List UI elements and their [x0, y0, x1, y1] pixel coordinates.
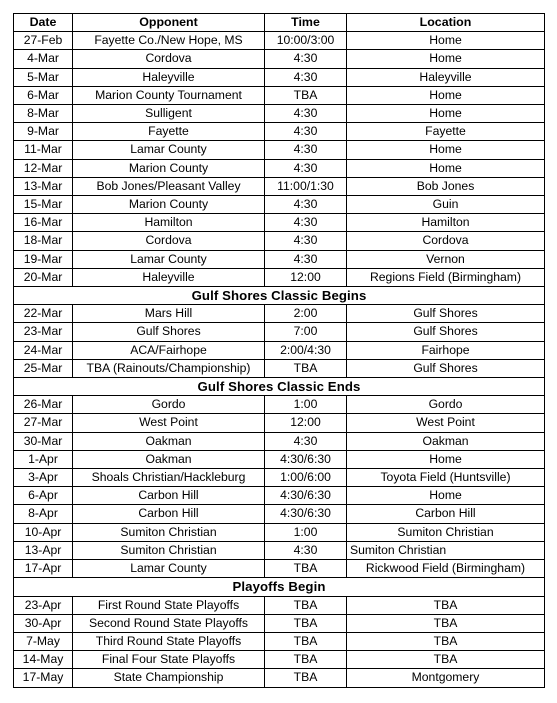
table-row — [14, 560, 545, 578]
cell-location: Gulf Shores — [347, 323, 545, 341]
table-row — [14, 268, 545, 286]
cell-opponent: Haleyville — [73, 68, 265, 86]
table-row — [14, 505, 545, 523]
cell-date: 20-Mar — [14, 268, 73, 286]
cell-location: Sumiton Christian — [347, 541, 545, 559]
cell-opponent: TBA (Rainouts/Championship) — [73, 359, 265, 377]
section-title: Playoffs Begin — [14, 578, 545, 596]
cell-date: 10-Apr — [14, 523, 73, 541]
cell-time: 11:00/1:30 — [265, 177, 347, 195]
section-header-row — [14, 378, 545, 396]
table-row — [14, 86, 545, 104]
cell-opponent: Marion County — [73, 196, 265, 214]
section-title: Gulf Shores Classic Begins — [14, 287, 545, 305]
cell-location: Sumiton Christian — [347, 523, 545, 541]
cell-date: 26-Mar — [14, 396, 73, 414]
cell-date: 5-Mar — [14, 68, 73, 86]
cell-opponent: State Championship — [73, 669, 265, 687]
cell-location: TBA — [347, 614, 545, 632]
cell-time: 4:30 — [265, 50, 347, 68]
cell-time: 4:30 — [265, 250, 347, 268]
cell-opponent: First Round State Playoffs — [73, 596, 265, 614]
table-row — [14, 651, 545, 669]
table-row — [14, 632, 545, 650]
cell-date: 15-Mar — [14, 196, 73, 214]
cell-date: 23-Mar — [14, 323, 73, 341]
table-row — [14, 596, 545, 614]
table-row — [14, 50, 545, 68]
schedule-container — [13, 13, 545, 688]
cell-date: 16-Mar — [14, 214, 73, 232]
cell-location: Home — [347, 86, 545, 104]
cell-location: Home — [347, 159, 545, 177]
cell-time: TBA — [265, 86, 347, 104]
cell-opponent: Haleyville — [73, 268, 265, 286]
cell-date: 11-Mar — [14, 141, 73, 159]
cell-time: 12:00 — [265, 414, 347, 432]
cell-time: 4:30 — [265, 68, 347, 86]
table-row — [14, 614, 545, 632]
cell-opponent: Sulligent — [73, 105, 265, 123]
cell-date: 30-Mar — [14, 432, 73, 450]
cell-location: Carbon Hill — [347, 505, 545, 523]
cell-date: 6-Mar — [14, 86, 73, 104]
cell-time: 4:30 — [265, 123, 347, 141]
cell-time: 1:00/6:00 — [265, 469, 347, 487]
section-header-row — [14, 578, 545, 596]
cell-time: TBA — [265, 596, 347, 614]
cell-opponent: West Point — [73, 414, 265, 432]
cell-opponent: Fayette Co./New Hope, MS — [73, 32, 265, 50]
cell-time: 1:00 — [265, 396, 347, 414]
table-row — [14, 123, 545, 141]
cell-opponent: Second Round State Playoffs — [73, 614, 265, 632]
table-row — [14, 469, 545, 487]
cell-opponent: Sumiton Christian — [73, 523, 265, 541]
cell-date: 24-Mar — [14, 341, 73, 359]
cell-location: Haleyville — [347, 68, 545, 86]
table-row — [14, 305, 545, 323]
cell-time: 4:30 — [265, 232, 347, 250]
cell-date: 1-Apr — [14, 450, 73, 468]
cell-date: 23-Apr — [14, 596, 73, 614]
cell-time: 4:30/6:30 — [265, 450, 347, 468]
cell-opponent: Mars Hill — [73, 305, 265, 323]
table-row — [14, 523, 545, 541]
cell-location: Rickwood Field (Birmingham) — [347, 560, 545, 578]
cell-date: 27-Feb — [14, 32, 73, 50]
cell-date: 7-May — [14, 632, 73, 650]
cell-opponent: Shoals Christian/Hackleburg — [73, 469, 265, 487]
cell-opponent: ACA/Fairhope — [73, 341, 265, 359]
header-time: Time — [265, 14, 347, 32]
cell-opponent: Sumiton Christian — [73, 541, 265, 559]
cell-opponent: Gordo — [73, 396, 265, 414]
cell-time: TBA — [265, 651, 347, 669]
cell-location: Home — [347, 450, 545, 468]
cell-time: 4:30 — [265, 214, 347, 232]
table-row — [14, 68, 545, 86]
cell-date: 8-Mar — [14, 105, 73, 123]
cell-location: Home — [347, 141, 545, 159]
cell-date: 17-May — [14, 669, 73, 687]
cell-date: 22-Mar — [14, 305, 73, 323]
cell-location: TBA — [347, 596, 545, 614]
table-row — [14, 141, 545, 159]
cell-date: 6-Apr — [14, 487, 73, 505]
cell-opponent: Third Round State Playoffs — [73, 632, 265, 650]
cell-time: TBA — [265, 560, 347, 578]
cell-location: TBA — [347, 651, 545, 669]
cell-opponent: Carbon Hill — [73, 487, 265, 505]
cell-time: TBA — [265, 669, 347, 687]
cell-opponent: Final Four State Playoffs — [73, 651, 265, 669]
cell-time: 4:30 — [265, 105, 347, 123]
cell-time: 4:30/6:30 — [265, 487, 347, 505]
table-row — [14, 32, 545, 50]
table-row — [14, 396, 545, 414]
cell-time: 1:00 — [265, 523, 347, 541]
header-opponent: Opponent — [73, 14, 265, 32]
cell-date: 12-Mar — [14, 159, 73, 177]
table-row — [14, 450, 545, 468]
table-row — [14, 250, 545, 268]
cell-date: 17-Apr — [14, 560, 73, 578]
cell-time: 12:00 — [265, 268, 347, 286]
table-row — [14, 196, 545, 214]
cell-time: 7:00 — [265, 323, 347, 341]
cell-time: TBA — [265, 632, 347, 650]
cell-time: 4:30 — [265, 196, 347, 214]
table-row — [14, 432, 545, 450]
cell-time: 10:00/3:00 — [265, 32, 347, 50]
cell-date: 13-Mar — [14, 177, 73, 195]
cell-location: Oakman — [347, 432, 545, 450]
table-row — [14, 414, 545, 432]
cell-opponent: Fayette — [73, 123, 265, 141]
cell-location: Vernon — [347, 250, 545, 268]
table-row — [14, 159, 545, 177]
cell-location: West Point — [347, 414, 545, 432]
cell-location: Regions Field (Birmingham) — [347, 268, 545, 286]
cell-location: Gulf Shores — [347, 305, 545, 323]
cell-opponent: Lamar County — [73, 250, 265, 268]
cell-opponent: Gulf Shores — [73, 323, 265, 341]
cell-location: Fairhope — [347, 341, 545, 359]
cell-location: Toyota Field (Huntsville) — [347, 469, 545, 487]
cell-opponent: Carbon Hill — [73, 505, 265, 523]
cell-date: 19-Mar — [14, 250, 73, 268]
section-title: Gulf Shores Classic Ends — [14, 378, 545, 396]
cell-location: Gordo — [347, 396, 545, 414]
cell-opponent: Marion County — [73, 159, 265, 177]
table-row — [14, 487, 545, 505]
cell-time: 2:00 — [265, 305, 347, 323]
table-row — [14, 341, 545, 359]
cell-date: 30-Apr — [14, 614, 73, 632]
cell-date: 4-Mar — [14, 50, 73, 68]
cell-time: TBA — [265, 614, 347, 632]
cell-time: 4:30/6:30 — [265, 505, 347, 523]
header-location: Location — [347, 14, 545, 32]
cell-opponent: Hamilton — [73, 214, 265, 232]
cell-time: TBA — [265, 359, 347, 377]
cell-location: Bob Jones — [347, 177, 545, 195]
cell-opponent: Marion County Tournament — [73, 86, 265, 104]
header-date: Date — [14, 14, 73, 32]
cell-date: 9-Mar — [14, 123, 73, 141]
cell-location: Home — [347, 487, 545, 505]
cell-date: 27-Mar — [14, 414, 73, 432]
table-row — [14, 669, 545, 687]
cell-opponent: Cordova — [73, 50, 265, 68]
table-row — [14, 232, 545, 250]
cell-location: Home — [347, 50, 545, 68]
cell-location: Guin — [347, 196, 545, 214]
cell-opponent: Bob Jones/Pleasant Valley — [73, 177, 265, 195]
schedule-body — [14, 32, 545, 687]
cell-location: TBA — [347, 632, 545, 650]
table-row — [14, 541, 545, 559]
cell-date: 18-Mar — [14, 232, 73, 250]
cell-date: 8-Apr — [14, 505, 73, 523]
cell-location: Gulf Shores — [347, 359, 545, 377]
schedule-table — [13, 13, 545, 688]
cell-opponent: Lamar County — [73, 560, 265, 578]
table-row — [14, 359, 545, 377]
header-row — [14, 14, 545, 32]
cell-date: 14-May — [14, 651, 73, 669]
cell-opponent: Oakman — [73, 432, 265, 450]
cell-location: Hamilton — [347, 214, 545, 232]
cell-opponent: Lamar County — [73, 141, 265, 159]
cell-time: 4:30 — [265, 159, 347, 177]
cell-time: 2:00/4:30 — [265, 341, 347, 359]
cell-location: Home — [347, 105, 545, 123]
table-row — [14, 105, 545, 123]
cell-location: Home — [347, 32, 545, 50]
cell-date: 3-Apr — [14, 469, 73, 487]
table-row — [14, 177, 545, 195]
cell-time: 4:30 — [265, 541, 347, 559]
cell-date: 25-Mar — [14, 359, 73, 377]
cell-time: 4:30 — [265, 141, 347, 159]
cell-opponent: Cordova — [73, 232, 265, 250]
cell-opponent: Oakman — [73, 450, 265, 468]
cell-date: 13-Apr — [14, 541, 73, 559]
table-row — [14, 214, 545, 232]
cell-location: Montgomery — [347, 669, 545, 687]
table-row — [14, 323, 545, 341]
cell-time: 4:30 — [265, 432, 347, 450]
cell-location: Cordova — [347, 232, 545, 250]
section-header-row — [14, 287, 545, 305]
cell-location: Fayette — [347, 123, 545, 141]
